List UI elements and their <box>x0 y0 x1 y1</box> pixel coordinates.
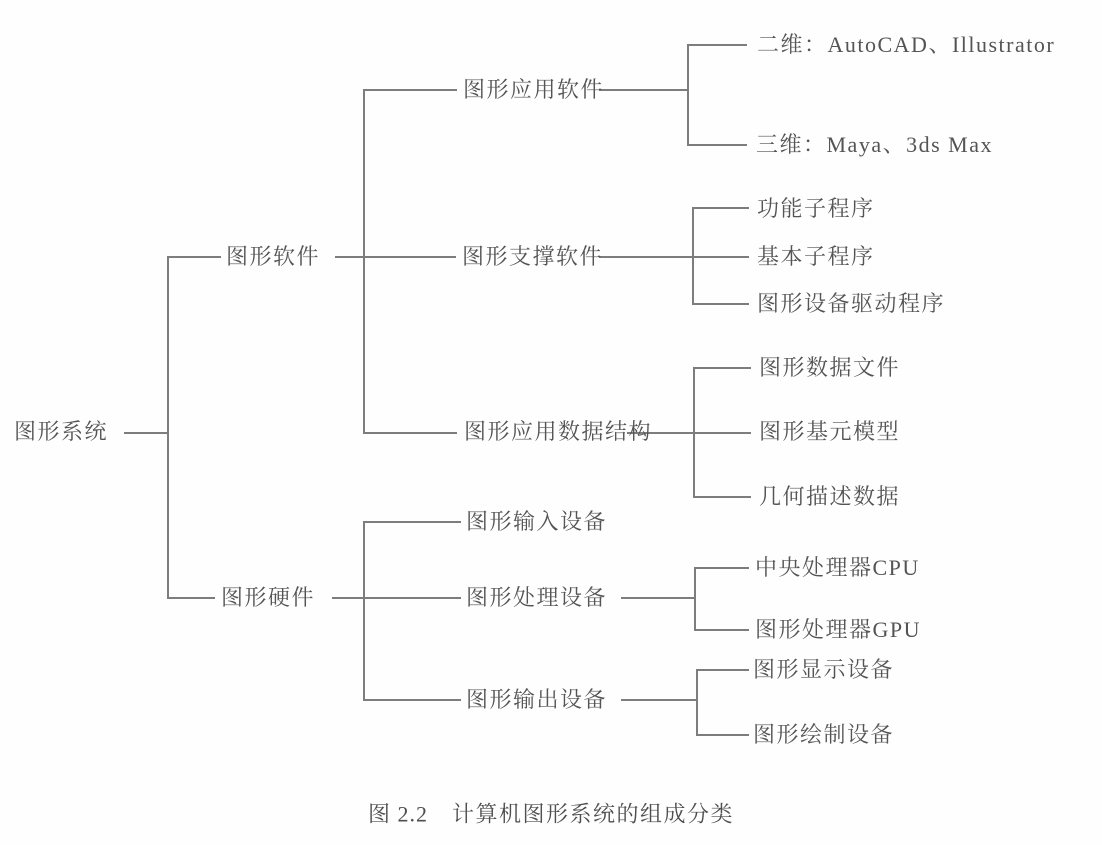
node-graphics-system: 图形系统 <box>14 419 109 444</box>
node-3d-maya-3dsmax: 三维：Maya、3ds Max <box>756 132 993 157</box>
node-2d-autocad-illustrator: 二维：AutoCAD、Illustrator <box>757 32 1056 57</box>
node-graphics-device-driver: 图形设备驱动程序 <box>757 291 946 316</box>
node-graphics-primitive-model: 图形基元模型 <box>759 419 901 444</box>
node-geometry-description-data: 几何描述数据 <box>759 484 901 509</box>
node-graphics-software: 图形软件 <box>226 244 321 269</box>
node-graphics-hardware: 图形硬件 <box>221 585 316 610</box>
figure-caption <box>0 798 1102 829</box>
node-gpu: 图形处理器GPU <box>755 617 922 642</box>
node-graphics-data-file: 图形数据文件 <box>759 355 901 380</box>
node-basic-subroutine: 基本子程序 <box>757 244 875 269</box>
node-graphics-application-software: 图形应用软件 <box>463 77 605 102</box>
node-graphics-display-device: 图形显示设备 <box>753 657 895 682</box>
figure-caption-title: 计算机图形系统的组成分类 <box>452 801 735 827</box>
node-graphics-input-device: 图形输入设备 <box>466 509 608 534</box>
node-cpu: 中央处理器CPU <box>755 555 920 580</box>
figure-caption-label: 图 2.2 <box>367 801 428 827</box>
node-graphics-output-device: 图形输出设备 <box>466 687 608 712</box>
node-graphics-plotting-device: 图形绘制设备 <box>753 722 895 747</box>
node-graphics-support-software: 图形支撑软件 <box>462 244 604 269</box>
node-graphics-processing-device: 图形处理设备 <box>466 585 608 610</box>
node-function-subroutine: 功能子程序 <box>757 196 875 221</box>
node-graphics-application-data-structure: 图形应用数据结构 <box>464 419 653 444</box>
